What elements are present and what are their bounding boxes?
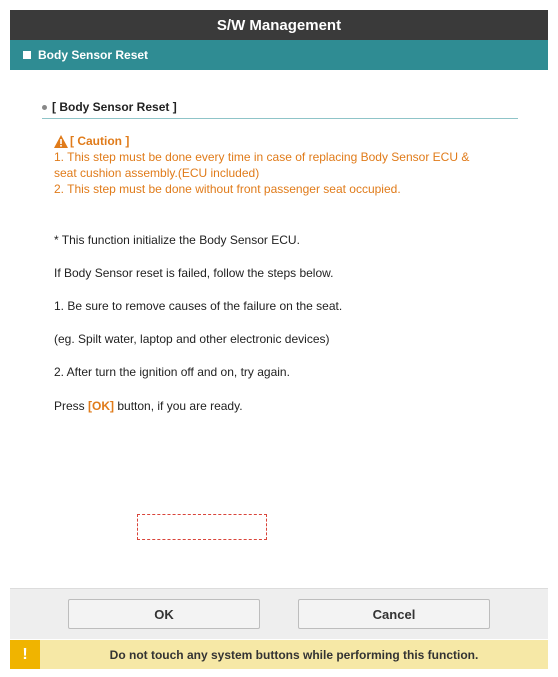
bullet-dot-icon bbox=[42, 105, 47, 110]
warning-bar bbox=[10, 640, 548, 669]
subheader bbox=[10, 40, 548, 70]
warning-message: Do not touch any system buttons while performing this function. bbox=[109, 647, 479, 662]
subheader-title: Body Sensor Reset bbox=[38, 48, 149, 62]
press-text: Press bbox=[54, 399, 89, 413]
ok-keyword: [OK] bbox=[88, 399, 115, 413]
caution-title-row bbox=[54, 133, 534, 149]
exclamation-icon: ! bbox=[10, 640, 40, 669]
caution-block bbox=[54, 133, 534, 197]
ready-text: button, if you are ready. bbox=[114, 399, 243, 413]
square-icon bbox=[23, 51, 31, 59]
window-title: S/W Management bbox=[10, 10, 548, 40]
ok-button[interactable]: OK bbox=[68, 599, 260, 629]
caution-line-2: 2. This step must be done without front passenger seat occupied. bbox=[54, 182, 401, 196]
focus-placeholder-box bbox=[137, 514, 267, 540]
caution-line-1: 1. This step must be done every time in case of replacing Body Sensor ECU & bbox=[54, 150, 470, 164]
info-line-1: * This function initialize the Body Sensor ECU. bbox=[54, 233, 300, 247]
caution-line-1b: seat cushion assembly.(ECU included) bbox=[54, 166, 260, 180]
info-line-5: 2. After turn the ignition off and on, try again. bbox=[54, 365, 290, 379]
caution-title: [ Caution ] bbox=[70, 134, 130, 148]
cancel-button[interactable]: Cancel bbox=[298, 599, 490, 629]
info-line-2: If Body Sensor reset is failed, follow the steps below. bbox=[54, 266, 334, 280]
info-line-4: (eg. Spilt water, laptop and other electronic devices) bbox=[54, 332, 330, 346]
info-line-6 bbox=[54, 399, 243, 413]
section-title: [ Body Sensor Reset ] bbox=[52, 100, 177, 114]
section-header bbox=[42, 96, 518, 119]
info-line-3: 1. Be sure to remove causes of the failure on the seat. bbox=[54, 299, 343, 313]
button-bar bbox=[10, 588, 548, 639]
warning-triangle-icon bbox=[54, 135, 68, 148]
